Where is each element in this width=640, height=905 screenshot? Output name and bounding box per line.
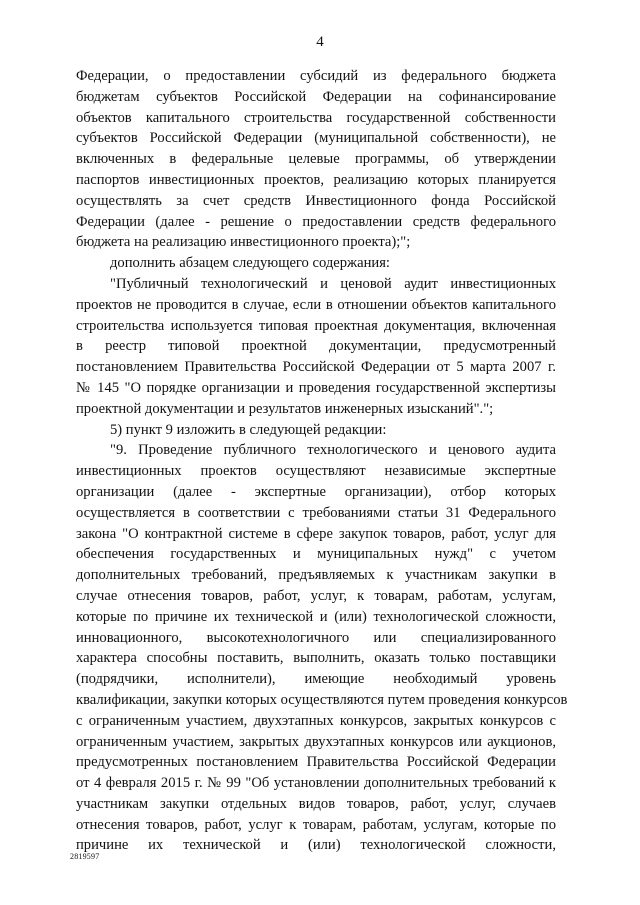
- document-body: [76, 66, 568, 856]
- text-line: постановлением Правительства Российской Федерации от 5 марта 2007 г.: [76, 359, 556, 376]
- text-line: проектов не проводится в случае, если в отношении объектов капитального: [76, 296, 556, 313]
- text-line: дополнительных требований, предъявляемых к участникам закупки в: [76, 567, 556, 584]
- text-line: проектной документации и результатов инженерных изысканий".";: [76, 400, 494, 417]
- text-line: осуществлять за счет средств Инвестиционного фонда Российской: [76, 192, 556, 209]
- text-line: бюджетам субъектов Российской Федерации на софинансирование: [76, 88, 556, 105]
- text-line: предусмотренных постановлением Правительства Российской Федерации: [76, 754, 556, 771]
- text-line: "Публичный технологический и ценовой аудит инвестиционных: [110, 275, 556, 292]
- text-line: Федерации (далее - решение о предоставлении средств федерального: [76, 213, 556, 230]
- text-line: инновационного, высокотехнологичного или специализированного: [76, 629, 556, 646]
- text-line: бюджета на реализацию инвестиционного проекта);";: [76, 234, 411, 251]
- page-number: 4: [316, 34, 324, 50]
- text-line: организации (далее - экспертные организации), отбор которых: [76, 483, 556, 500]
- text-line: обеспечения государственных и муниципальных нужд" с учетом: [76, 546, 556, 563]
- text-line: дополнить абзацем следующего содержания:: [110, 255, 390, 272]
- text-line: участникам закупки отдельных видов товаров, работ, услуг, случаев: [76, 795, 556, 812]
- text-line: паспортов инвестиционных проектов, реализацию которых планируется: [76, 171, 556, 188]
- text-line: закона "О контрактной системе в сфере закупок товаров, работ, услуг для: [76, 525, 556, 542]
- text-line: от 4 февраля 2015 г. № 99 "Об установлении дополнительных требований к: [76, 775, 556, 792]
- text-line: с ограниченным участием, двухэтапных конкурсов, закрытых конкурсов с: [76, 712, 556, 729]
- text-line: характера способны поставить, выполнить, оказать только поставщики: [76, 650, 556, 667]
- text-line: причине их технической и (или) технологической сложности,: [76, 837, 556, 854]
- text-line: ограниченным участием, закрытых двухэтапных конкурсов или аукционов,: [76, 733, 556, 750]
- text-line: включенных в федеральные целевые программы, об утверждении: [76, 151, 556, 168]
- text-line: квалификации, закупки которых осуществляются путем проведения конкурсов: [76, 691, 568, 708]
- text-line: Федерации, о предоставлении субсидий из федерального бюджета: [76, 68, 556, 84]
- text-line: субъектов Российской Федерации (муниципальной собственности), не: [76, 130, 556, 147]
- text-line: в реестр типовой проектной документации, предусмотренный: [76, 338, 556, 355]
- text-line: объектов капитального строительства государственной собственности: [76, 109, 556, 126]
- document-id: 2819597: [70, 852, 100, 861]
- text-line: инвестиционных проектов осуществляют независимые экспертные: [76, 463, 556, 480]
- text-line: которые по причине их технической и (или) технологической сложности,: [76, 608, 556, 625]
- text-line: № 145 "О порядке организации и проведения государственной экспертизы: [76, 379, 556, 396]
- text-line: (подрядчики, исполнители), имеющие необходимый уровень: [76, 671, 556, 688]
- text-line: 5) пункт 9 изложить в следующей редакции:: [110, 421, 387, 438]
- text-line: "9. Проведение публичного технологического и ценового аудита: [110, 442, 556, 459]
- text-line: строительства используется типовая проектная документация, включенная: [76, 317, 556, 334]
- text-line: отнесения товаров, работ, услуг к товарам, работам, услугам, которые по: [76, 816, 556, 833]
- text-line: осуществляется в соответствии с требованиями статьи 31 Федерального: [76, 504, 556, 521]
- text-line: случае отнесения товаров, работ, услуг, к товарам, работам, услугам,: [76, 587, 556, 604]
